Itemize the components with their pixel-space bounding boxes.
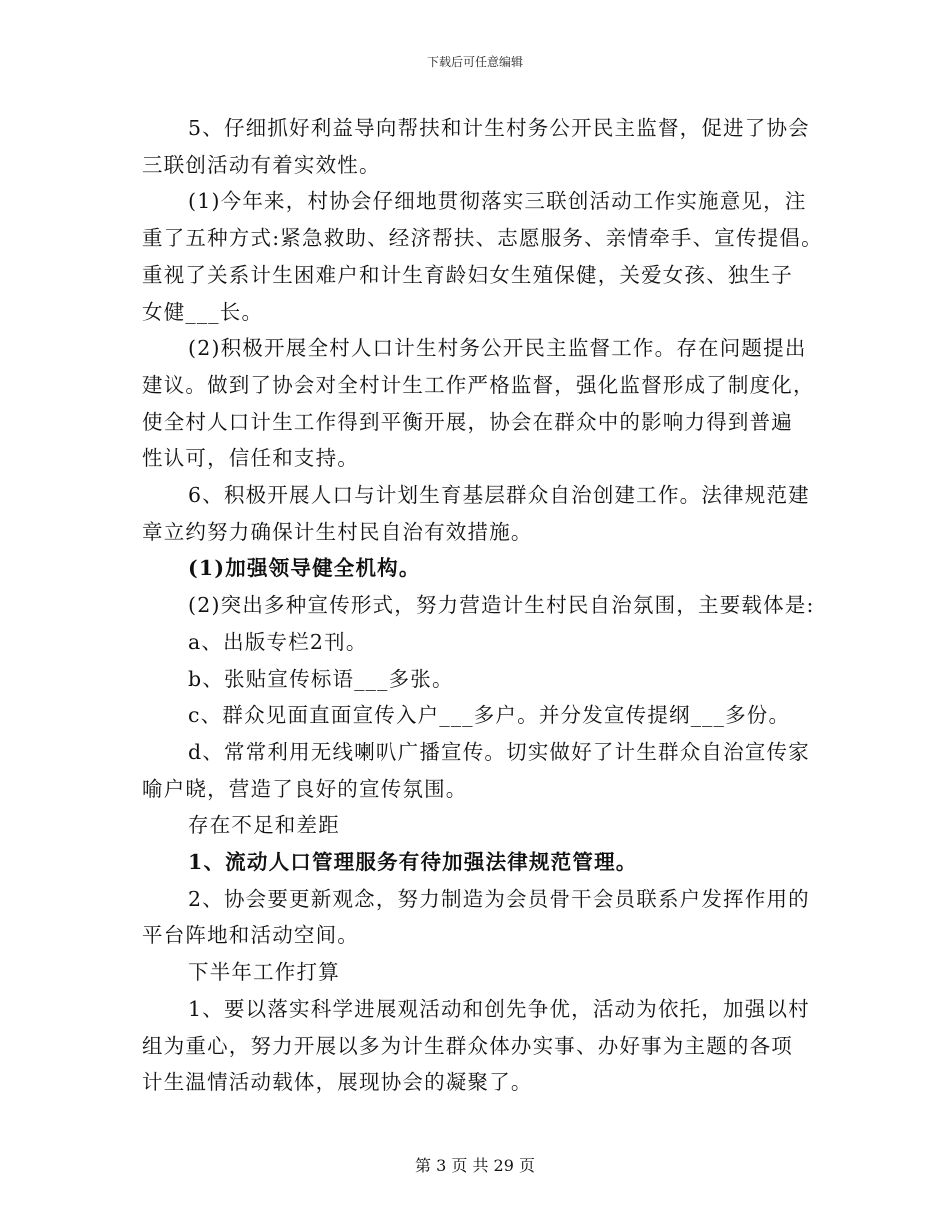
paragraph-line: b、张贴宣传标语___多张。 (188, 666, 454, 691)
paragraph-line: (2)突出多种宣传形式，努力营造计生村民自治氛围，主要载体是: (188, 593, 815, 618)
page-header: 下载后可任意编辑 (426, 55, 523, 69)
paragraph-line: (1)今年来，村协会仔细地贯彻落实三联创活动工作实施意见，注 (188, 189, 807, 214)
paragraph-line: (2)积极开展全村人口计生村务公开民主监督工作。存在问题提出 (188, 336, 807, 361)
paragraph-line: 5、仔细抓好利益导向帮扶和计生村务公开民主监督，促进了协会 (188, 116, 810, 140)
paragraph-line: 三联创活动有着实效性。 (142, 152, 381, 177)
paragraph-line: d、常常利用无线喇叭广播宣传。切实做好了计生群众自治宣传家 (188, 739, 810, 764)
paragraph-line: a、出版专栏2刊。 (188, 629, 368, 654)
paragraph-line: 章立约努力确保计生村民自治有效措施。 (142, 519, 533, 544)
paragraph-line: 使全村人口计生工作得到平衡开展，协会在群众中的影响力得到普遍 (142, 409, 793, 434)
paragraph-line: 女健___长。 (142, 299, 264, 324)
paragraph-line: c、群众见面直面宣传入户___多户。并分发宣传提纲___多份。 (188, 703, 791, 728)
paragraph-line: 1、要以落实科学进展观活动和创先争优，活动为依托，加强以村 (188, 996, 810, 1021)
paragraph-line: 下半年工作打算 (188, 960, 340, 985)
paragraph-line: 计生温情活动载体，展现协会的凝聚了。 (142, 1070, 533, 1095)
paragraph-line: 1、流动人口管理服务有待加强法律规范管理。 (188, 850, 638, 875)
paragraph-line: 建议。做到了协会对全村计生工作严格监督，强化监督形成了制度化， (142, 372, 815, 397)
paragraph-line: 平台阵地和活动空间。 (142, 923, 359, 948)
document-body (142, 110, 822, 1101)
paragraph-line: 性认可，信任和支持。 (142, 446, 359, 471)
paragraph-line: (1)加强领导健全机构。 (188, 556, 421, 581)
paragraph-line: 重视了关系计生困难户和计生育龄妇女生殖保健，关爱女孩、独生子 (142, 262, 793, 287)
paragraph-line: 6、积极开展人口与计划生育基层群众自治创建工作。法律规范建 (188, 483, 810, 508)
paragraph-line: 重了五种方式:紧急救助、经济帮扶、志愿服务、亲情牵手、宣传提倡。 (142, 226, 823, 251)
paragraph-line: 组为重心，努力开展以多为计生群众体办实事、办好事为主题的各项 (142, 1033, 793, 1058)
paragraph-line: 喻户晓，营造了良好的宣传氛围。 (142, 776, 468, 801)
paragraph-line: 存在不足和差距 (188, 813, 340, 838)
page-footer: 第 3 页 共 29 页 (415, 1156, 535, 1175)
paragraph-line: 2、协会要更新观念，努力制造为会员骨干会员联系户发挥作用的 (188, 886, 810, 911)
